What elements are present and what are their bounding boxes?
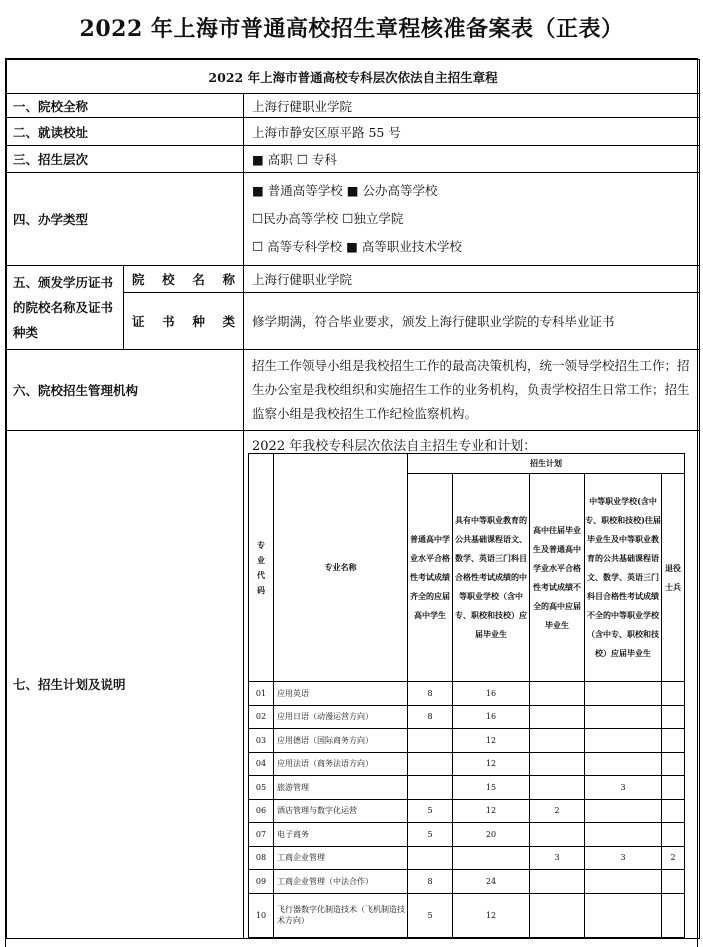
table-row xyxy=(249,776,685,800)
table-row xyxy=(249,823,685,847)
row-value: 8 xyxy=(408,682,453,706)
mgmt-value: 招生工作领导小组是我校招生工作的最高决策机构，统一领导学校招生工作；招生办公室是我校组织和实施招生工作的业务机构，负责学校招生日常工作；招生监察小组是我校招生工作纪检监察机构。 xyxy=(244,350,700,431)
type-label: 四、办学类型 xyxy=(7,173,244,266)
row-code: 04 xyxy=(249,752,274,776)
row-value: 8 xyxy=(408,870,453,894)
row-value xyxy=(662,752,685,776)
table-row xyxy=(249,729,685,753)
row-value: 5 xyxy=(408,799,453,823)
row-value xyxy=(662,823,685,847)
row-value xyxy=(585,870,662,894)
row-code: 10 xyxy=(249,893,274,937)
row-name: 应用英语 xyxy=(274,682,408,706)
plan-table-body xyxy=(249,682,685,938)
form-subtitle: 2022 年上海市普通高校专科层次依法自主招生章程 xyxy=(7,60,700,94)
cert-name-value: 上海行健职业学院 xyxy=(244,266,700,293)
row-value xyxy=(530,682,585,706)
row-value: 20 xyxy=(453,823,530,847)
row-value xyxy=(585,682,662,706)
plan-label: 七、招生计划及说明 xyxy=(7,431,244,939)
row-value xyxy=(408,846,453,870)
row-name: 应用法语（商务法语方向） xyxy=(274,752,408,776)
row-value xyxy=(530,752,585,776)
school-name-label: 一、院校全称 xyxy=(7,94,244,118)
name-header: 专业名称 xyxy=(274,454,408,682)
col-header: 退役士兵 xyxy=(662,474,685,682)
row-name: 工商企业管理（中法合作） xyxy=(274,870,408,894)
row-name: 应用日语（动漫运营方向） xyxy=(274,705,408,729)
col-header: 高中往届毕业生及普通高中学业水平合格性考试成绩不全的高中应届毕业生 xyxy=(530,474,585,682)
row-value xyxy=(662,870,685,894)
row-value xyxy=(530,870,585,894)
row-value: 24 xyxy=(453,870,530,894)
row-value xyxy=(453,846,530,870)
col-header: 具有中等职业教育的公共基础课程语文、数学、英语三门科目合格性考试成绩的中等职业学校（含中专、职校和技校）应届毕业生 xyxy=(453,474,530,682)
row-name: 飞行器数字化制造技术（飞机制造技术方向） xyxy=(274,893,408,937)
row-value: 5 xyxy=(408,893,453,937)
level-label: 三、招生层次 xyxy=(7,146,244,173)
type-line: ☐ 高等专科学校 ■ 高等职业技术学校 xyxy=(252,239,462,254)
row-value xyxy=(662,705,685,729)
row-value: 16 xyxy=(453,682,530,706)
row-code: 05 xyxy=(249,776,274,800)
row-code: 08 xyxy=(249,846,274,870)
row-value: 2 xyxy=(530,799,585,823)
row-value xyxy=(408,729,453,753)
school-name-value: 上海行健职业学院 xyxy=(244,94,700,118)
plan-intro: 2022 年我校专科层次依法自主招生专业和计划： xyxy=(252,439,537,454)
row-value xyxy=(585,705,662,729)
table-row xyxy=(249,682,685,706)
row-value: 3 xyxy=(585,846,662,870)
row-value xyxy=(585,893,662,937)
row-value xyxy=(662,893,685,937)
mgmt-label: 六、院校招生管理机构 xyxy=(7,350,244,431)
row-code: 09 xyxy=(249,870,274,894)
table-row xyxy=(249,705,685,729)
table-row xyxy=(249,893,685,937)
cert-label: 五、颁发学历证书的院校名称及证书种类 xyxy=(7,266,124,350)
code-header-text: 专 业 代 码 xyxy=(257,539,265,595)
cert-name-label: 院校名称 xyxy=(124,266,244,293)
row-value: 2 xyxy=(662,846,685,870)
row-value xyxy=(585,752,662,776)
type-value xyxy=(244,173,700,266)
table-row xyxy=(249,870,685,894)
row-value: 12 xyxy=(453,729,530,753)
row-name: 旅游管理 xyxy=(274,776,408,800)
row-value xyxy=(530,729,585,753)
row-value xyxy=(530,776,585,800)
row-value xyxy=(662,682,685,706)
row-value xyxy=(662,729,685,753)
row-value: 3 xyxy=(585,776,662,800)
plan-group-header: 招生计划 xyxy=(408,454,685,474)
page-title: 2022 年上海市普通高校招生章程核准备案表（正表） xyxy=(79,16,624,42)
row-value xyxy=(585,823,662,847)
level-value: ■ 高职 ☐ 专科 xyxy=(244,146,700,173)
col-header: 普通高中学业水平合格性考试成绩齐全的应届高中学生 xyxy=(408,474,453,682)
row-value: 3 xyxy=(530,846,585,870)
type-line: ☐民办高等学校 ☐独立学院 xyxy=(252,211,404,226)
plan-table xyxy=(248,453,685,938)
cert-kind-value: 修学期满，符合毕业要求，颁发上海行健职业学院的专科毕业证书 xyxy=(244,293,700,350)
row-value xyxy=(585,729,662,753)
row-value: 15 xyxy=(453,776,530,800)
row-value: 12 xyxy=(453,799,530,823)
row-value: 5 xyxy=(408,823,453,847)
row-value: 8 xyxy=(408,705,453,729)
cert-kind-label: 证书种类 xyxy=(124,293,244,350)
row-value xyxy=(530,705,585,729)
form-table xyxy=(6,59,700,939)
row-value xyxy=(408,776,453,800)
table-row xyxy=(249,752,685,776)
col-header: 中等职业学校(含中专、职校和技校)往届毕业生及中等职业教育的公共基础课程语文、数学、英语三门科目合格性考试成绩不全的中等职业学校（含中专、职校和技校）应届毕业生 xyxy=(585,474,662,682)
row-name: 工商企业管理 xyxy=(274,846,408,870)
row-code: 02 xyxy=(249,705,274,729)
row-value xyxy=(585,799,662,823)
row-value: 16 xyxy=(453,705,530,729)
row-code: 07 xyxy=(249,823,274,847)
row-name: 应用德语（国际商务方向） xyxy=(274,729,408,753)
type-line: ■ 普通高等学校 ■ 公办高等学校 xyxy=(252,183,438,198)
row-code: 03 xyxy=(249,729,274,753)
row-value: 12 xyxy=(453,893,530,937)
plan-cell xyxy=(244,431,700,939)
approval-form xyxy=(5,58,698,947)
code-header xyxy=(249,454,274,682)
table-row xyxy=(249,799,685,823)
row-value xyxy=(408,752,453,776)
row-name: 酒店管理与数字化运营 xyxy=(274,799,408,823)
row-value xyxy=(662,776,685,800)
row-value xyxy=(530,893,585,937)
row-code: 06 xyxy=(249,799,274,823)
row-value xyxy=(530,823,585,847)
row-code: 01 xyxy=(249,682,274,706)
row-value: 12 xyxy=(453,752,530,776)
address-value: 上海市静安区原平路 55 号 xyxy=(244,118,700,146)
row-name: 电子商务 xyxy=(274,823,408,847)
table-row xyxy=(249,846,685,870)
address-label: 二、就读校址 xyxy=(7,118,244,146)
row-value xyxy=(662,799,685,823)
